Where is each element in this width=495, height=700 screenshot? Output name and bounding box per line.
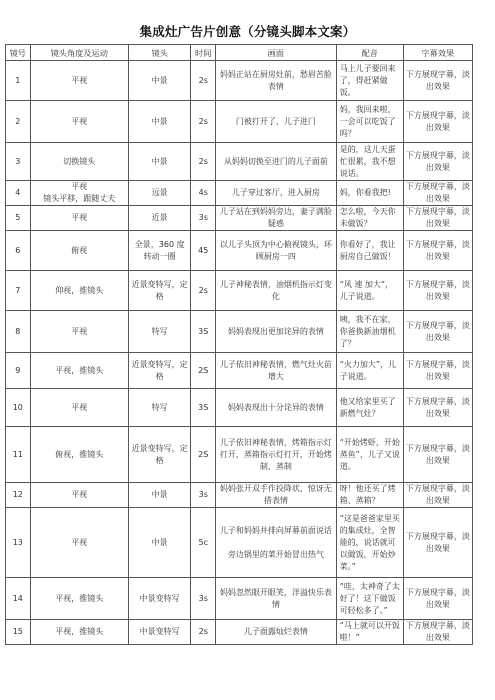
cell-time: 4s xyxy=(191,181,216,206)
cell-angle: 切换镜头 xyxy=(30,143,128,181)
cell-subtitle: 下方展现字幕，淡出效果 xyxy=(403,231,472,271)
cell-no: 9 xyxy=(6,353,31,389)
cell-picture: 儿子依旧神秘表情，烤箱指示灯打开，蒸箱指示灯打开，开始烤制、蒸制 xyxy=(216,427,337,483)
cell-shot: 特写 xyxy=(128,311,191,353)
table-row xyxy=(6,427,473,483)
cell-no: 7 xyxy=(6,271,31,311)
cell-time: 2S xyxy=(191,427,216,483)
table-row xyxy=(6,353,473,389)
cell-voice: “马上就可以开饭啦！” xyxy=(336,620,403,645)
cell-time: 2s xyxy=(191,143,216,181)
header-picture: 画面 xyxy=(216,45,337,61)
cell-subtitle: 下方展现字幕，淡出效果 xyxy=(403,181,472,206)
cell-picture: 门被打开了，儿子进门 xyxy=(216,101,337,143)
table-row xyxy=(6,389,473,427)
cell-voice: 你看好了，我让厨房自己做饭！ xyxy=(336,231,403,271)
cell-subtitle: 下方展现字幕，淡出效果 xyxy=(403,620,472,645)
cell-picture: 妈妈正站在厨房灶前，愁眉苦脸表情 xyxy=(216,61,337,101)
table-row xyxy=(6,231,473,271)
cell-no: 15 xyxy=(6,620,31,645)
cell-shot: 近景变特写，定格 xyxy=(128,271,191,311)
cell-picture: 妈妈表现出十分诧异的表情 xyxy=(216,389,337,427)
table-row xyxy=(6,61,473,101)
cell-subtitle: 下方展现字幕，淡出效果 xyxy=(403,483,472,508)
cell-picture: 儿子站在到妈妈旁边，妻子满脸疑惑 xyxy=(216,206,337,231)
cell-shot: 中景变特写 xyxy=(128,578,191,620)
cell-no: 12 xyxy=(6,483,31,508)
cell-subtitle: 下方展现字幕，淡出效果 xyxy=(403,271,472,311)
cell-angle: 仰视，推镜头 xyxy=(30,271,128,311)
cell-time: 3S xyxy=(191,389,216,427)
cell-angle: 平视 xyxy=(30,311,128,353)
cell-shot: 中景 xyxy=(128,483,191,508)
cell-subtitle: 下方展现字幕，淡出效果 xyxy=(403,427,472,483)
cell-time: 5c xyxy=(191,508,216,578)
cell-picture: 儿子穿过客厅，进入厨房 xyxy=(216,181,337,206)
cell-time: 3s xyxy=(191,483,216,508)
table-row xyxy=(6,101,473,143)
cell-shot: 近景变特写，定格 xyxy=(128,427,191,483)
cell-no: 11 xyxy=(6,427,31,483)
cell-shot: 特写 xyxy=(128,389,191,427)
cell-picture: 妈妈张开双手作投降状，惊讶无措表情 xyxy=(216,483,337,508)
cell-no: 6 xyxy=(6,231,31,271)
cell-angle: 平视，推镜头 xyxy=(30,353,128,389)
cell-voice: 他又给家里买了新燃气灶？ xyxy=(336,389,403,427)
cell-subtitle: 下方展现字幕，淡出效果 xyxy=(403,143,472,181)
cell-angle: 俯视 xyxy=(30,231,128,271)
header-subtitle: 字幕效果 xyxy=(403,45,472,61)
cell-angle: 平视，推镜头 xyxy=(30,578,128,620)
cell-time: 2s xyxy=(191,101,216,143)
cell-time: 2s xyxy=(191,61,216,101)
cell-picture: 以儿子头顶为中心俯视镜头，环顾厨房一四 xyxy=(216,231,337,271)
page-title: 集成灶广告片创意（分镜头脚本文案） xyxy=(139,24,356,39)
cell-time: 45 xyxy=(191,231,216,271)
cell-picture: 妈妈表现出更加诧异的表情 xyxy=(216,311,337,353)
table-row xyxy=(6,181,473,206)
cell-angle: 俯视，推镜头 xyxy=(30,427,128,483)
cell-picture: 儿子依旧神秘表情，燃气灶火苗增大 xyxy=(216,353,337,389)
cell-voice: “哇，太神奇了太好了！这下做饭可轻松多了。” xyxy=(336,578,403,620)
cell-angle: 平视 镜头平移，跟随丈夫 xyxy=(30,181,128,206)
header-shot: 镜头 xyxy=(128,45,191,61)
cell-picture: 儿子和妈妈并排向屏幕前面说话 旁边锅里的菜开始冒出热气 xyxy=(216,508,337,578)
cell-no: 5 xyxy=(6,206,31,231)
header-time: 时间 xyxy=(191,45,216,61)
cell-shot: 全景，360 度转动一圈 xyxy=(128,231,191,271)
cell-no: 2 xyxy=(6,101,31,143)
cell-shot: 中景变特写 xyxy=(128,620,191,645)
cell-voice: 是的，这儿天蛋忙很累，我不想说话。 xyxy=(336,143,403,181)
cell-angle: 平视 xyxy=(30,389,128,427)
cell-subtitle: 下方展现字幕，淡出效果 xyxy=(403,311,472,353)
table-row xyxy=(6,206,473,231)
cell-shot: 近景 xyxy=(128,206,191,231)
cell-shot: 中景 xyxy=(128,508,191,578)
cell-voice: “风 速 加大”，儿子说道。 xyxy=(336,271,403,311)
cell-shot: 中景 xyxy=(128,61,191,101)
cell-no: 10 xyxy=(6,389,31,427)
table-row xyxy=(6,483,473,508)
cell-no: 4 xyxy=(6,181,31,206)
table-row xyxy=(6,578,473,620)
cell-subtitle: 下方展现字幕，淡出效果 xyxy=(403,101,472,143)
cell-angle: 平视 xyxy=(30,483,128,508)
cell-voice: 马上儿子要回来了，得赶紧做饭。 xyxy=(336,61,403,101)
cell-angle: 平视 xyxy=(30,101,128,143)
cell-time: 3s xyxy=(191,578,216,620)
cell-shot: 远景 xyxy=(128,181,191,206)
cell-picture: 妈妈忽然眼开眼笑，洋溢快乐表情 xyxy=(216,578,337,620)
cell-time: 3s xyxy=(191,206,216,231)
table-row xyxy=(6,620,473,645)
cell-shot: 中景 xyxy=(128,101,191,143)
cell-subtitle: 下方展现字幕，淡出效果 xyxy=(403,353,472,389)
cell-no: 13 xyxy=(6,508,31,578)
cell-no: 3 xyxy=(6,143,31,181)
cell-shot: 中景 xyxy=(128,143,191,181)
cell-angle: 平视 xyxy=(30,508,128,578)
table-row xyxy=(6,271,473,311)
cell-no: 14 xyxy=(6,578,31,620)
cell-no: 1 xyxy=(6,61,31,101)
table-row xyxy=(6,311,473,353)
cell-time: 3S xyxy=(191,311,216,353)
cell-voice: 咦，我不在家，你爸换新油烟机了？ xyxy=(336,311,403,353)
cell-angle: 平视 xyxy=(30,206,128,231)
table-row xyxy=(6,508,473,578)
header-angle: 镜头角度及运动 xyxy=(30,45,128,61)
cell-angle: 平视，推镜头 xyxy=(30,620,128,645)
cell-voice: 妈，我回来啦，一会可以吃饭了吗？ xyxy=(336,101,403,143)
cell-voice: “火力加大”，儿子说道。 xyxy=(336,353,403,389)
cell-subtitle: 下方展现字幕，淡出效果 xyxy=(403,206,472,231)
cell-picture: 儿子面露灿烂表情 xyxy=(216,620,337,645)
cell-time: 2s xyxy=(191,620,216,645)
cell-subtitle: 下方展现字幕，淡出效果 xyxy=(403,508,472,578)
header-no: 镜号 xyxy=(6,45,31,61)
cell-subtitle: 下方展现字幕，淡出效果 xyxy=(403,578,472,620)
table-header-row xyxy=(6,45,473,61)
cell-time: 2S xyxy=(191,353,216,389)
table-row xyxy=(6,143,473,181)
storyboard-table xyxy=(5,44,473,645)
cell-voice: 呀！他还买了烤箱、蒸箱？ xyxy=(336,483,403,508)
header-voice: 配音 xyxy=(336,45,403,61)
cell-voice: 妈，你看我把! xyxy=(336,181,403,206)
cell-picture: 从妈妈切换至进门的儿子面前 xyxy=(216,143,337,181)
cell-time: 2s xyxy=(191,271,216,311)
cell-voice: “开始烤虾，开始蒸鱼”，儿子又说道。 xyxy=(336,427,403,483)
cell-voice: 怎么啦，今天你未做饭？ xyxy=(336,206,403,231)
cell-no: 8 xyxy=(6,311,31,353)
cell-subtitle: 下方展现字幕，淡出效果 xyxy=(403,61,472,101)
cell-angle: 平视 xyxy=(30,61,128,101)
cell-voice: “这是爸爸家里买的集成灶，全智能的，说话就可以做饭，开始炒菜。” xyxy=(336,508,403,578)
cell-subtitle: 下方展现字幕，淡出效果 xyxy=(403,389,472,427)
cell-picture: 儿子神秘表情，油烟机指示灯变化 xyxy=(216,271,337,311)
cell-shot: 近景变特写，定格 xyxy=(128,353,191,389)
